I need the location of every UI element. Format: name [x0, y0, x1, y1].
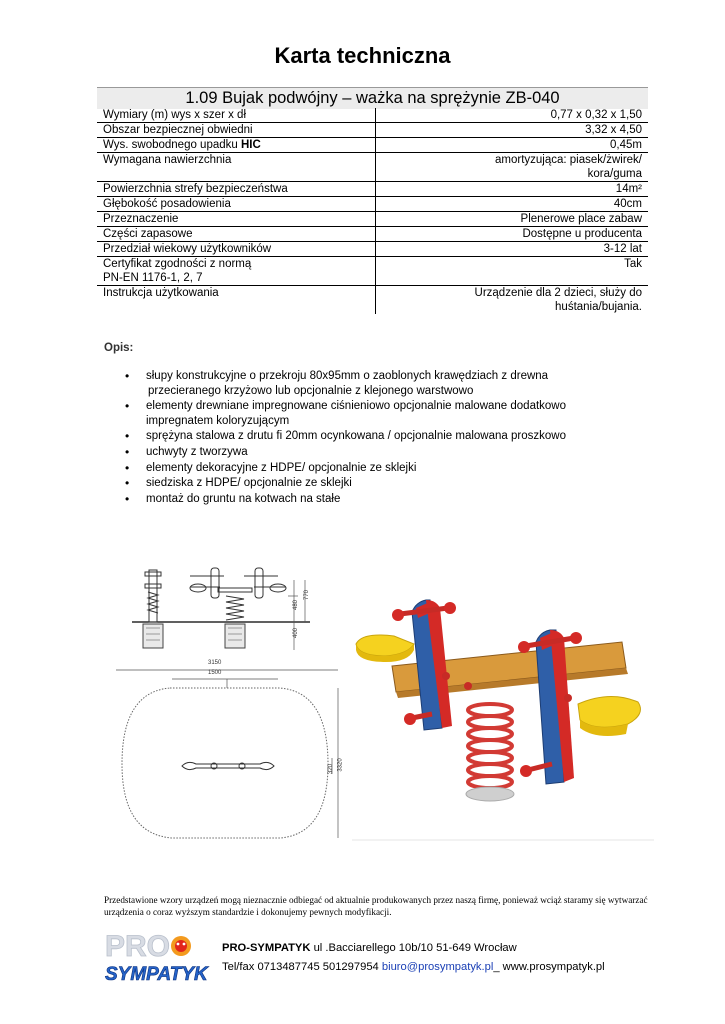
spec-row	[97, 257, 648, 286]
product-name-header: 1.09 Bujak podwójny – ważka na sprężynie ZB-040	[97, 87, 648, 109]
spec-label: Obszar bezpiecznej obwiedni	[97, 123, 376, 138]
spec-label: Przeznaczenie	[97, 212, 376, 227]
spec-row	[97, 123, 648, 138]
company-info	[222, 941, 605, 973]
spec-row	[97, 108, 648, 123]
description-item: • elementy drewniane impregnowane ciśnieniowo opcjonalnie malowane dodatkowo impregnatem koloryzującym	[122, 399, 622, 428]
spec-value: 0,45m	[610, 139, 642, 151]
spec-label: Głębokość posadowienia	[97, 197, 376, 212]
spec-label: Przedział wiekowy użytkowników	[97, 242, 376, 257]
company-address: ul .Bacciarellego 10b/10 51-649 Wrocław	[310, 942, 517, 954]
page-title: Karta techniczna	[274, 43, 451, 68]
disclaimer-text: Przedstawione wzory urządzeń mogą nieznacznie odbiegać od aktualnie produkowanych przez naszą firmę, ponieważ wciąż staramy się wytwarzać urządzenia o coraz wyższym standardzie i dokonujemy pewnych modyfikacji.	[104, 895, 648, 917]
top-view-safety-zone	[110, 662, 350, 844]
company-website-link[interactable]: _ www.prosympatyk.pl	[493, 961, 605, 973]
description-item: • montaż do gruntu na kotwach na stałe	[122, 492, 622, 507]
company-logo	[103, 928, 213, 984]
spec-label: Wymagana nawierzchnia	[97, 153, 376, 182]
spec-row	[97, 242, 648, 257]
product-render	[352, 578, 654, 846]
dim-1500: 1500	[208, 670, 222, 676]
dim-480: 480	[293, 599, 300, 611]
company-phones: Tel/fax 0713487745 501297954	[222, 961, 382, 973]
spec-label: Wymiary (m) wys x szer x dł	[97, 108, 376, 123]
spec-row	[97, 138, 648, 153]
spec-value: Plenerowe place zabaw	[520, 213, 642, 225]
side-view-drawing	[118, 562, 318, 662]
dim-3150: 3150	[208, 660, 222, 666]
spec-row	[97, 197, 648, 212]
spec-value: Tak	[624, 258, 642, 270]
spec-value: Urządzenie dla 2 dzieci, służy do huśtania/bujania.	[474, 287, 642, 313]
dim-400: 400	[293, 627, 300, 639]
spec-row	[97, 227, 648, 242]
spec-row	[97, 212, 648, 227]
spec-value: 0,77 x 0,32 x 1,50	[550, 109, 642, 121]
dim-3320: 3320	[337, 758, 344, 772]
spec-value: amortyzująca: piasek/żwirek/ kora/guma	[495, 154, 642, 180]
spec-value: 3,32 x 4,50	[585, 124, 642, 136]
spec-value: 40cm	[613, 198, 642, 210]
specs-table	[97, 108, 648, 314]
spec-row	[97, 153, 648, 182]
dim-320: 320	[328, 763, 335, 775]
spec-label: Powierzchnia strefy bezpieczeństwa	[97, 182, 376, 197]
description-item: • elementy dekoracyjne z HDPE/ opcjonalnie ze sklejki	[122, 461, 622, 476]
spec-label: Wys. swobodnego upadku HIC	[97, 138, 376, 153]
spec-value: 3-12 lat	[603, 243, 642, 255]
company-name: PRO-SYMPATYK	[222, 942, 311, 954]
description-item: • sprężyna stalowa z drutu fi 20mm ocynkowana / opcjonalnie malowana proszkowo	[122, 429, 622, 444]
description-list	[122, 369, 622, 507]
description-item: • siedziska z HDPE/ opcjonalnie ze sklejki	[122, 476, 622, 491]
spec-value: Dostępne u producenta	[522, 228, 642, 240]
description-heading: Opis:	[104, 342, 134, 354]
description-item: • słupy konstrukcyjne o przekroju 80x95mm o zaoblonych krawędziach z drewna przecieranego krzyżowo lub opcjonalnie z klejonego warstwowo	[122, 369, 622, 398]
logo-bottom-text: SYMPATYK	[105, 964, 208, 984]
description-item: • uchwyty z tworzywa	[122, 445, 622, 460]
spec-label: Instrukcja użytkowania	[97, 286, 376, 315]
spec-value: 14m²	[615, 183, 642, 195]
spec-label: Certyfikat zgodności z normą PN-EN 1176-1, 2, 7	[97, 257, 376, 286]
spec-row	[97, 182, 648, 197]
dim-770: 770	[304, 589, 311, 601]
logo-top-text: PRO	[105, 930, 171, 963]
spec-row	[97, 286, 648, 315]
spec-label: Części zapasowe	[97, 227, 376, 242]
company-email-link[interactable]: biuro@prosympatyk.pl	[381, 961, 494, 973]
